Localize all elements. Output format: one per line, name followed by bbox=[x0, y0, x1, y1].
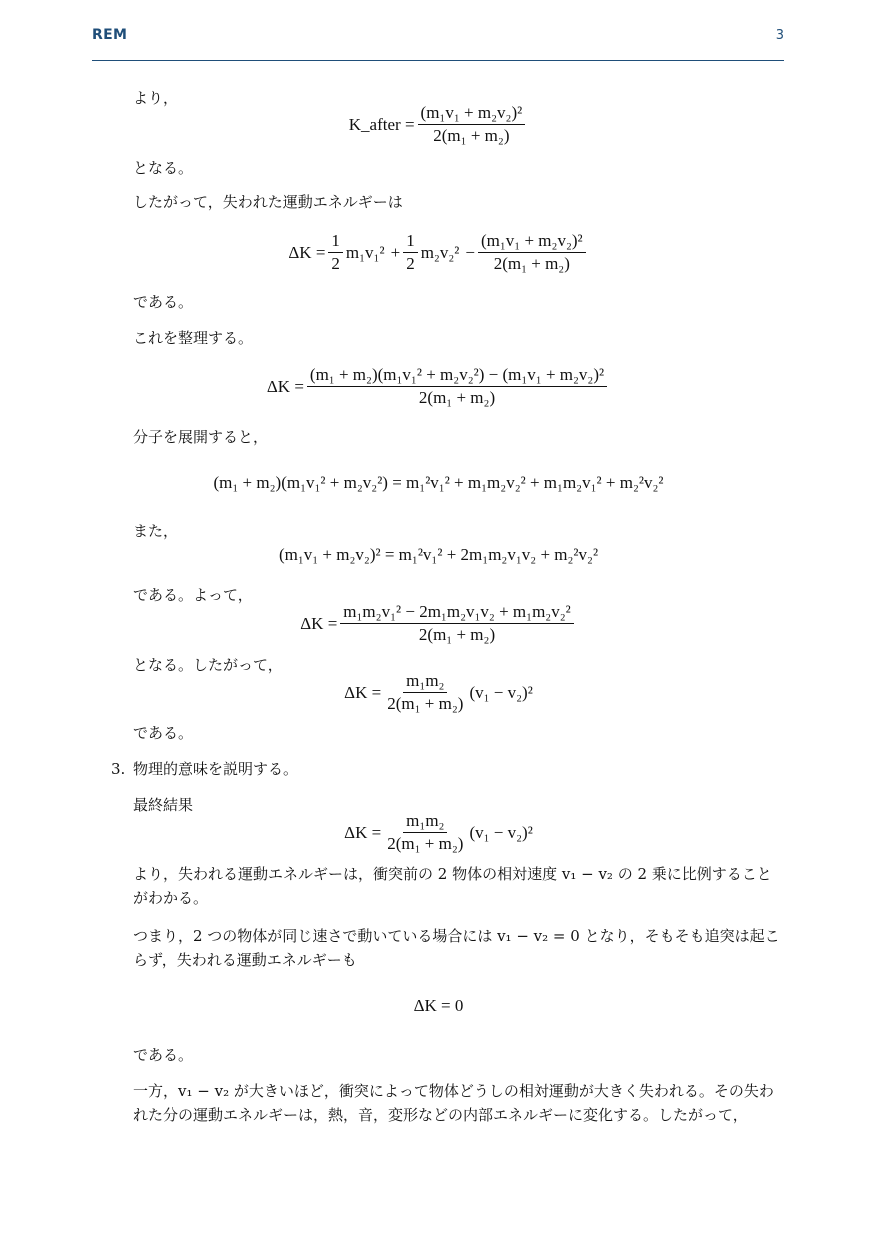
numerator: (m₁ + m₂)(m₁v₁² + m₂v₂²) − (m₁v₁ + m₂v₂)² bbox=[307, 366, 607, 387]
eq-lhs: ΔK = bbox=[344, 682, 382, 702]
term: (v₁ − v₂)² bbox=[469, 682, 533, 702]
numerator: m₁m₂v₁² − 2m₁m₂v₁v₂ + m₁m₂v₂² bbox=[340, 603, 573, 624]
denominator: 2(m₁ + m₂) bbox=[493, 254, 570, 273]
numerator: m₁m₂ bbox=[403, 672, 447, 693]
term: m₂v₂² bbox=[420, 242, 460, 262]
equation-line: (m₁ + m₂)(m₁v₁² + m₂v₂²) = m₁²v₁² + m₁m₂v₂² + m₁m₂v₁² + m₂²v₂² bbox=[213, 473, 664, 492]
text-dearu-3: である。 bbox=[133, 1046, 194, 1064]
fraction bbox=[384, 812, 466, 853]
term: (v₁ − v₂)² bbox=[469, 822, 533, 842]
equation-line: (m₁v₁ + m₂v₂)² = m₁²v₁² + 2m₁m₂v₁v₂ + m₂²v₂² bbox=[278, 545, 599, 564]
text-yori: より， bbox=[133, 89, 179, 107]
numerator: 1 bbox=[403, 232, 418, 253]
denominator: 2(m₁ + m₂) bbox=[433, 126, 510, 145]
numerator: 1 bbox=[328, 232, 343, 253]
equation-delta-k-3 bbox=[0, 603, 877, 644]
text-bunshi: 分子を展開すると， bbox=[133, 428, 269, 446]
eq-lhs: ΔK = bbox=[266, 376, 304, 396]
equation-delta-k-4 bbox=[0, 672, 877, 713]
denominator: 2(m₁ + m₂) bbox=[387, 694, 464, 713]
header-brand: REM bbox=[92, 27, 128, 43]
text-tonaru-shitagatte: となる。したがって， bbox=[133, 656, 283, 674]
equation-delta-k-zero bbox=[0, 996, 877, 1016]
page-header bbox=[92, 26, 784, 61]
numerator: (m₁v₁ + m₂v₂)² bbox=[418, 104, 526, 125]
paragraph-relative-speed: より，失われる運動エネルギーは，衝突前の 2 物体の相対速度 v₁ − v₂ の 2 乗に比例することがわかる。 bbox=[133, 865, 772, 907]
fraction bbox=[384, 672, 466, 713]
eq-lhs: ΔK = bbox=[300, 613, 338, 633]
denominator: 2(m₁ + m₂) bbox=[418, 388, 496, 407]
fraction bbox=[418, 104, 526, 145]
text-tonaru: となる。 bbox=[133, 159, 194, 177]
text-seiri: これを整理する。 bbox=[133, 329, 254, 347]
text-saishu: 最終結果 bbox=[133, 796, 194, 814]
eq-lhs: ΔK = bbox=[344, 822, 382, 842]
text-dearu-2: である。 bbox=[133, 724, 194, 742]
operator: + bbox=[390, 242, 401, 262]
denominator: 2(m₁ + m₂) bbox=[387, 834, 464, 853]
text-shitagatte: したがって，失われた運動エネルギーは bbox=[133, 193, 403, 211]
equation-square bbox=[0, 545, 877, 565]
fraction bbox=[340, 603, 573, 644]
denominator: 2 bbox=[331, 254, 340, 273]
numerator: (m₁v₁ + m₂v₂)² bbox=[478, 232, 586, 253]
paragraph-same-speed: つまり，2 つの物体が同じ速さで動いている場合には v₁ − v₂ = 0 となり，そもそも追突は起こらず，失われる運動エネルギーも bbox=[133, 927, 780, 969]
eq-lhs: ΔK = bbox=[288, 242, 326, 262]
text-dearu-yotte: である。よって， bbox=[133, 586, 253, 604]
denominator: 2 bbox=[406, 254, 415, 273]
text-dearu-1: である。 bbox=[133, 293, 194, 311]
fraction bbox=[307, 366, 607, 407]
equation-delta-k-final bbox=[0, 812, 877, 853]
half-fraction bbox=[403, 232, 418, 273]
term: m₁v₁² bbox=[345, 242, 385, 262]
equation-delta-k-2 bbox=[0, 366, 877, 407]
denominator: 2(m₁ + m₂) bbox=[418, 625, 496, 644]
equation-line: ΔK = 0 bbox=[413, 996, 464, 1015]
operator: − bbox=[465, 242, 475, 262]
equation-expand bbox=[0, 473, 877, 493]
list-item-label: 物理的意味を説明する。 bbox=[133, 760, 299, 778]
half-fraction bbox=[328, 232, 343, 273]
page-number: 3 bbox=[775, 28, 784, 43]
text-mata: また， bbox=[133, 522, 179, 540]
eq-lhs: K_after = bbox=[348, 114, 415, 134]
numerator: m₁m₂ bbox=[403, 812, 447, 833]
list-number: 3. bbox=[111, 760, 126, 778]
equation-delta-k-1 bbox=[0, 232, 877, 273]
fraction bbox=[478, 232, 586, 273]
equation-k-after bbox=[0, 104, 877, 145]
paragraph-large-difference: 一方，v₁ − v₂ が大きいほど，衝突によって物体どうしの相対運動が大きく失われる。その失われた分の運動エネルギーは，熱，音，変形などの内部エネルギーに変化する。したがって， bbox=[133, 1082, 774, 1124]
